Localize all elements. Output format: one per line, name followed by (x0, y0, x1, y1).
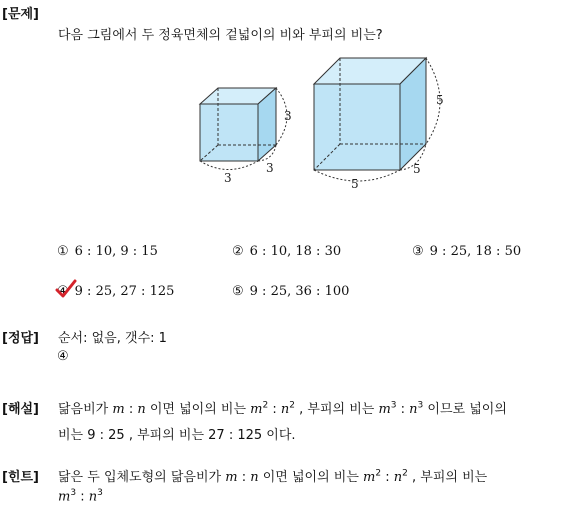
explanation-line1: 닮음비가 m : n 이면 넓이의 비는 $m^2$ : $n^2$ , 부피의 비는 $m^3$ : $n^3$ 이므로 넓이의 (58, 400, 507, 417)
problem-tag: [문제] (2, 7, 39, 22)
option-4-number: ④ (57, 284, 69, 299)
option-3-text: 9 : 25, 18 : 50 (429, 244, 522, 259)
answer-line1: 순서: 없음, 갯수: 1 (58, 331, 167, 346)
option-5-number: ⑤ (232, 284, 244, 299)
option-5[interactable] (232, 284, 349, 299)
option-3[interactable] (412, 244, 521, 259)
option-1[interactable] (57, 244, 158, 259)
answer-tag: [정답] (2, 331, 39, 346)
option-5-text: 9 : 25, 36 : 100 (249, 284, 350, 299)
large-label-bottom: 5 (351, 177, 359, 191)
hint-line2: $m^3$ : $n^3$ (58, 488, 103, 505)
option-4-text: 9 : 25, 27 : 125 (74, 284, 175, 299)
option-1-text: 6 : 10, 9 : 15 (74, 244, 158, 259)
option-3-number: ③ (412, 244, 424, 259)
large-label-height: 5 (436, 93, 444, 107)
option-2-text: 6 : 10, 18 : 30 (249, 244, 342, 259)
cube-figure (188, 50, 458, 195)
option-4[interactable] (57, 284, 174, 299)
option-2[interactable] (232, 244, 341, 259)
explanation-line2: 비는 9 : 25 , 부피의 비는 27 : 125 이다. (58, 428, 296, 443)
large-cube (314, 58, 444, 191)
answer-line2: ④ (57, 349, 69, 364)
option-4-number-wrap (57, 284, 69, 299)
option-2-number: ② (232, 244, 244, 259)
hint-tag: [힌트] (2, 470, 39, 485)
large-label-depth: 5 (413, 162, 421, 176)
check-mark-icon (55, 279, 77, 299)
small-label-height: 3 (284, 109, 292, 123)
hint-line1: 닮은 두 입체도형의 닮음비가 m : n 이면 넓이의 비는 $m^2$ : $n^2$ , 부피의 비는 (58, 468, 488, 485)
option-1-number: ① (57, 244, 69, 259)
question-text: 다음 그림에서 두 정육면체의 겉넓이의 비와 부피의 비는? (58, 28, 383, 43)
small-cube (200, 88, 292, 185)
small-label-bottom: 3 (224, 171, 232, 185)
explanation-tag: [해설] (2, 402, 39, 417)
small-label-depth: 3 (266, 161, 274, 175)
